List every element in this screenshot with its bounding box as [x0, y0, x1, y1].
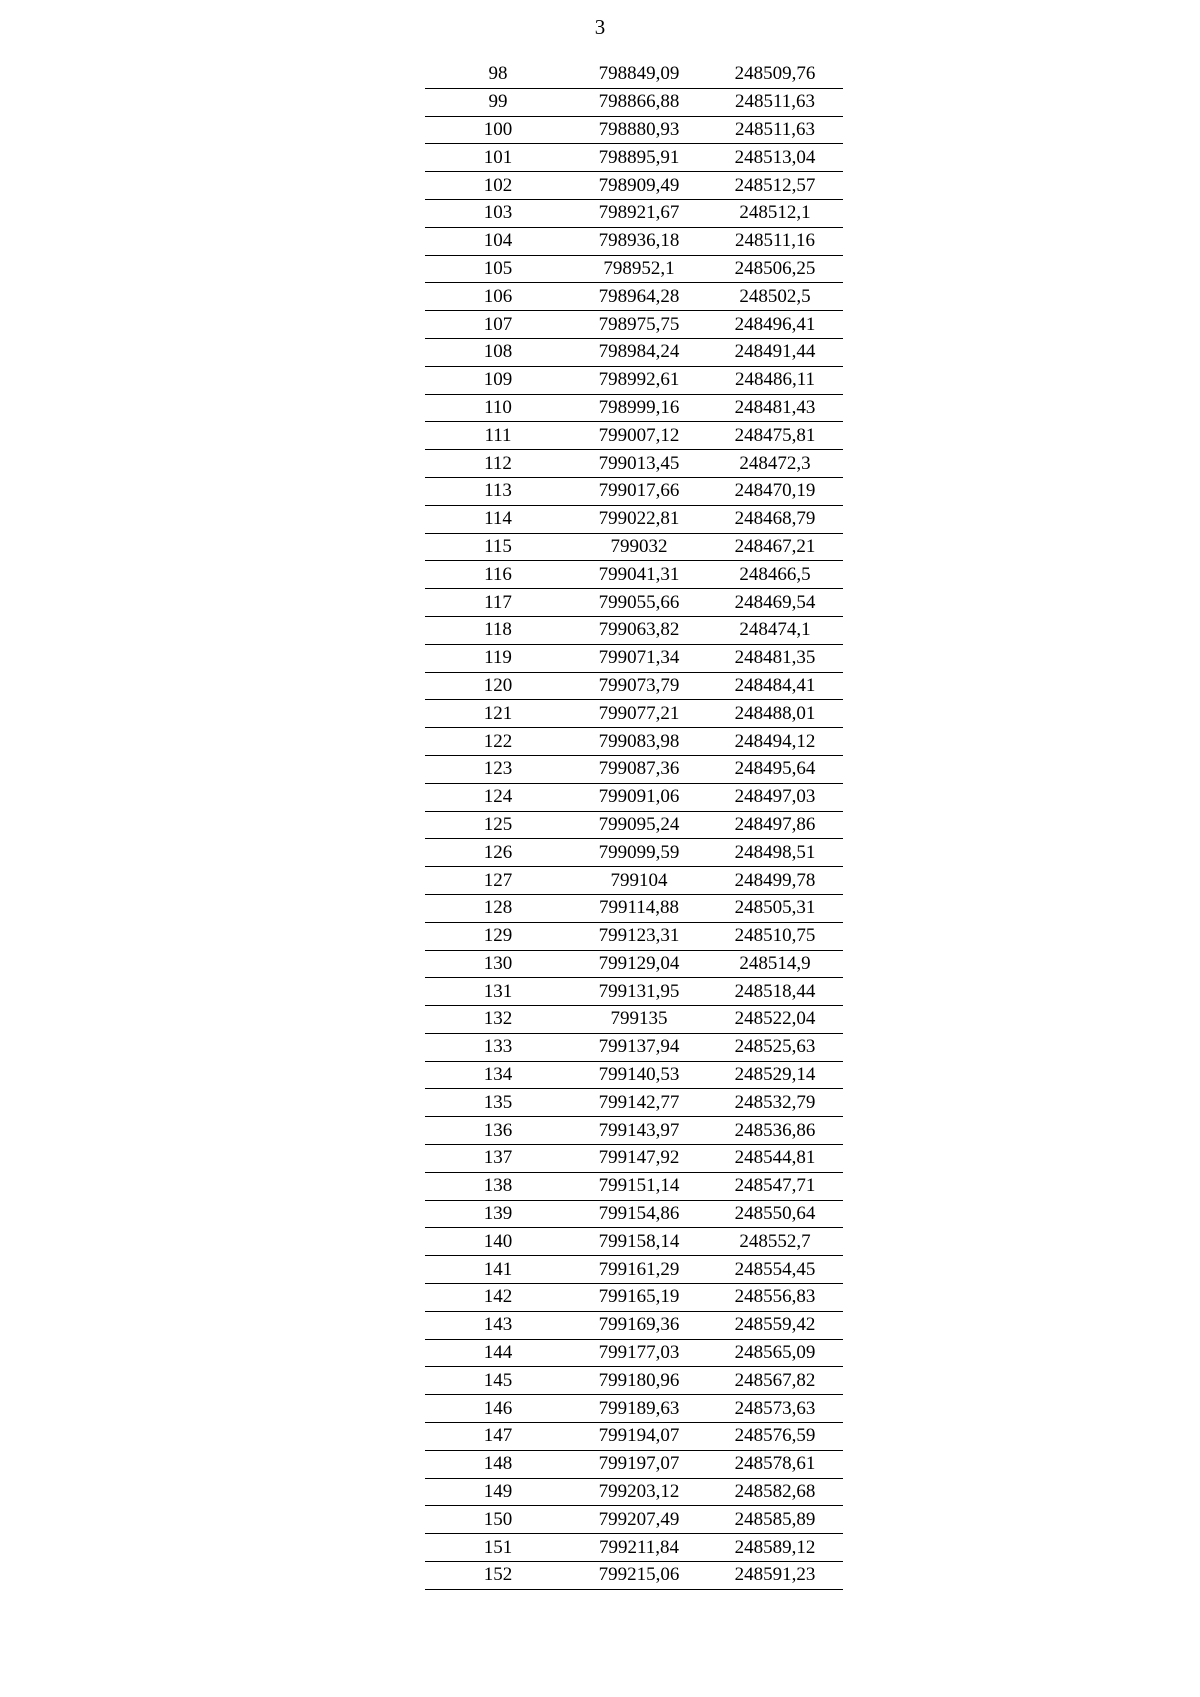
table-row	[425, 366, 843, 394]
table-row	[425, 1256, 843, 1284]
x-coordinate-cell: 799083,98	[571, 728, 707, 756]
point-number-cell: 104	[425, 227, 571, 255]
x-coordinate-cell: 798866,88	[571, 88, 707, 116]
y-coordinate-cell: 248567,82	[707, 1367, 843, 1395]
table-row	[425, 422, 843, 450]
x-coordinate-cell: 798895,91	[571, 144, 707, 172]
table-row	[425, 616, 843, 644]
table-row	[425, 589, 843, 617]
point-number-cell: 109	[425, 366, 571, 394]
y-coordinate-cell: 248475,81	[707, 422, 843, 450]
x-coordinate-cell: 799137,94	[571, 1033, 707, 1061]
y-coordinate-cell: 248499,78	[707, 867, 843, 895]
table-row	[425, 867, 843, 895]
y-coordinate-cell: 248506,25	[707, 255, 843, 283]
table-row	[425, 811, 843, 839]
x-coordinate-cell: 799147,92	[571, 1145, 707, 1173]
point-number-cell: 138	[425, 1172, 571, 1200]
table-row	[425, 644, 843, 672]
x-coordinate-cell: 799104	[571, 867, 707, 895]
point-number-cell: 118	[425, 616, 571, 644]
y-coordinate-cell: 248505,31	[707, 894, 843, 922]
y-coordinate-cell: 248481,43	[707, 394, 843, 422]
x-coordinate-cell: 799099,59	[571, 839, 707, 867]
point-number-cell: 112	[425, 450, 571, 478]
x-coordinate-cell: 799131,95	[571, 978, 707, 1006]
table-row	[425, 839, 843, 867]
x-coordinate-cell: 798921,67	[571, 199, 707, 227]
point-number-cell: 152	[425, 1562, 571, 1590]
point-number-cell: 131	[425, 978, 571, 1006]
point-number-cell: 127	[425, 867, 571, 895]
y-coordinate-cell: 248494,12	[707, 728, 843, 756]
coordinates-table	[425, 61, 843, 1590]
table-row	[425, 255, 843, 283]
y-coordinate-cell: 248591,23	[707, 1562, 843, 1590]
y-coordinate-cell: 248466,5	[707, 561, 843, 589]
point-number-cell: 121	[425, 700, 571, 728]
x-coordinate-cell: 799203,12	[571, 1478, 707, 1506]
y-coordinate-cell: 248576,59	[707, 1423, 843, 1451]
table-row	[425, 477, 843, 505]
table-row	[425, 783, 843, 811]
y-coordinate-cell: 248495,64	[707, 755, 843, 783]
point-number-cell: 139	[425, 1200, 571, 1228]
y-coordinate-cell: 248522,04	[707, 1006, 843, 1034]
table-row	[425, 950, 843, 978]
x-coordinate-cell: 799114,88	[571, 894, 707, 922]
y-coordinate-cell: 248513,04	[707, 144, 843, 172]
x-coordinate-cell: 798992,61	[571, 366, 707, 394]
y-coordinate-cell: 248589,12	[707, 1534, 843, 1562]
y-coordinate-cell: 248544,81	[707, 1145, 843, 1173]
table-row	[425, 116, 843, 144]
point-number-cell: 136	[425, 1117, 571, 1145]
y-coordinate-cell: 248512,1	[707, 199, 843, 227]
table-row	[425, 561, 843, 589]
point-number-cell: 114	[425, 505, 571, 533]
point-number-cell: 119	[425, 644, 571, 672]
table-row	[425, 700, 843, 728]
y-coordinate-cell: 248578,61	[707, 1450, 843, 1478]
point-number-cell: 133	[425, 1033, 571, 1061]
y-coordinate-cell: 248511,63	[707, 88, 843, 116]
table-row	[425, 227, 843, 255]
table-row	[425, 728, 843, 756]
x-coordinate-cell: 799151,14	[571, 1172, 707, 1200]
x-coordinate-cell: 799032	[571, 533, 707, 561]
y-coordinate-cell: 248491,44	[707, 338, 843, 366]
x-coordinate-cell: 798964,28	[571, 283, 707, 311]
x-coordinate-cell: 799158,14	[571, 1228, 707, 1256]
x-coordinate-cell: 799073,79	[571, 672, 707, 700]
point-number-cell: 149	[425, 1478, 571, 1506]
table-row	[425, 922, 843, 950]
x-coordinate-cell: 799063,82	[571, 616, 707, 644]
x-coordinate-cell: 798909,49	[571, 172, 707, 200]
x-coordinate-cell: 799087,36	[571, 755, 707, 783]
table-row	[425, 1061, 843, 1089]
table-row	[425, 450, 843, 478]
point-number-cell: 151	[425, 1534, 571, 1562]
table-row	[425, 978, 843, 1006]
x-coordinate-cell: 799091,06	[571, 783, 707, 811]
table-row	[425, 338, 843, 366]
x-coordinate-cell: 799129,04	[571, 950, 707, 978]
y-coordinate-cell: 248532,79	[707, 1089, 843, 1117]
y-coordinate-cell: 248468,79	[707, 505, 843, 533]
point-number-cell: 132	[425, 1006, 571, 1034]
x-coordinate-cell: 798975,75	[571, 311, 707, 339]
y-coordinate-cell: 248497,03	[707, 783, 843, 811]
point-number-cell: 128	[425, 894, 571, 922]
point-number-cell: 141	[425, 1256, 571, 1284]
table-row	[425, 88, 843, 116]
y-coordinate-cell: 248536,86	[707, 1117, 843, 1145]
y-coordinate-cell: 248512,57	[707, 172, 843, 200]
point-number-cell: 102	[425, 172, 571, 200]
table-row	[425, 533, 843, 561]
y-coordinate-cell: 248481,35	[707, 644, 843, 672]
y-coordinate-cell: 248582,68	[707, 1478, 843, 1506]
x-coordinate-cell: 799154,86	[571, 1200, 707, 1228]
x-coordinate-cell: 798984,24	[571, 338, 707, 366]
table-row	[425, 1006, 843, 1034]
point-number-cell: 117	[425, 589, 571, 617]
x-coordinate-cell: 798880,93	[571, 116, 707, 144]
point-number-cell: 142	[425, 1284, 571, 1312]
y-coordinate-cell: 248518,44	[707, 978, 843, 1006]
table-row	[425, 1228, 843, 1256]
table-row	[425, 1534, 843, 1562]
x-coordinate-cell: 799140,53	[571, 1061, 707, 1089]
y-coordinate-cell: 248509,76	[707, 61, 843, 88]
page-number: 3	[594, 15, 606, 39]
y-coordinate-cell: 248470,19	[707, 477, 843, 505]
y-coordinate-cell: 248547,71	[707, 1172, 843, 1200]
y-coordinate-cell: 248585,89	[707, 1506, 843, 1534]
point-number-cell: 101	[425, 144, 571, 172]
x-coordinate-cell: 799177,03	[571, 1339, 707, 1367]
x-coordinate-cell: 799007,12	[571, 422, 707, 450]
x-coordinate-cell: 799207,49	[571, 1506, 707, 1534]
x-coordinate-cell: 799123,31	[571, 922, 707, 950]
x-coordinate-cell: 799013,45	[571, 450, 707, 478]
table-row	[425, 61, 843, 88]
x-coordinate-cell: 798936,18	[571, 227, 707, 255]
point-number-cell: 107	[425, 311, 571, 339]
y-coordinate-cell: 248474,1	[707, 616, 843, 644]
table-row	[425, 1089, 843, 1117]
table-row	[425, 1367, 843, 1395]
y-coordinate-cell: 248511,63	[707, 116, 843, 144]
table-row	[425, 1478, 843, 1506]
point-number-cell: 111	[425, 422, 571, 450]
x-coordinate-cell: 799215,06	[571, 1562, 707, 1590]
point-number-cell: 143	[425, 1311, 571, 1339]
x-coordinate-cell: 799189,63	[571, 1395, 707, 1423]
x-coordinate-cell: 799194,07	[571, 1423, 707, 1451]
y-coordinate-cell: 248510,75	[707, 922, 843, 950]
table-row	[425, 1311, 843, 1339]
point-number-cell: 130	[425, 950, 571, 978]
table-row	[425, 505, 843, 533]
y-coordinate-cell: 248529,14	[707, 1061, 843, 1089]
x-coordinate-cell: 799180,96	[571, 1367, 707, 1395]
point-number-cell: 144	[425, 1339, 571, 1367]
y-coordinate-cell: 248469,54	[707, 589, 843, 617]
table-row	[425, 1450, 843, 1478]
point-number-cell: 115	[425, 533, 571, 561]
table-row	[425, 1423, 843, 1451]
table-row	[425, 1117, 843, 1145]
x-coordinate-cell: 799041,31	[571, 561, 707, 589]
y-coordinate-cell: 248559,42	[707, 1311, 843, 1339]
x-coordinate-cell: 799135	[571, 1006, 707, 1034]
point-number-cell: 147	[425, 1423, 571, 1451]
point-number-cell: 137	[425, 1145, 571, 1173]
x-coordinate-cell: 799071,34	[571, 644, 707, 672]
point-number-cell: 116	[425, 561, 571, 589]
point-number-cell: 122	[425, 728, 571, 756]
y-coordinate-cell: 248467,21	[707, 533, 843, 561]
y-coordinate-cell: 248511,16	[707, 227, 843, 255]
table-row	[425, 1200, 843, 1228]
x-coordinate-cell: 799142,77	[571, 1089, 707, 1117]
table-row	[425, 394, 843, 422]
x-coordinate-cell: 798999,16	[571, 394, 707, 422]
table-row	[425, 1033, 843, 1061]
table-row	[425, 311, 843, 339]
point-number-cell: 106	[425, 283, 571, 311]
point-number-cell: 135	[425, 1089, 571, 1117]
point-number-cell: 140	[425, 1228, 571, 1256]
x-coordinate-cell: 799077,21	[571, 700, 707, 728]
y-coordinate-cell: 248497,86	[707, 811, 843, 839]
point-number-cell: 124	[425, 783, 571, 811]
point-number-cell: 108	[425, 338, 571, 366]
x-coordinate-cell: 798849,09	[571, 61, 707, 88]
y-coordinate-cell: 248525,63	[707, 1033, 843, 1061]
point-number-cell: 129	[425, 922, 571, 950]
point-number-cell: 120	[425, 672, 571, 700]
y-coordinate-cell: 248552,7	[707, 1228, 843, 1256]
table-row	[425, 199, 843, 227]
x-coordinate-cell: 799165,19	[571, 1284, 707, 1312]
point-number-cell: 99	[425, 88, 571, 116]
point-number-cell: 105	[425, 255, 571, 283]
table-row	[425, 1145, 843, 1173]
y-coordinate-cell: 248498,51	[707, 839, 843, 867]
point-number-cell: 113	[425, 477, 571, 505]
table-row	[425, 1562, 843, 1590]
coordinates-table-body	[425, 61, 843, 1589]
x-coordinate-cell: 799169,36	[571, 1311, 707, 1339]
x-coordinate-cell: 799197,07	[571, 1450, 707, 1478]
y-coordinate-cell: 248565,09	[707, 1339, 843, 1367]
y-coordinate-cell: 248496,41	[707, 311, 843, 339]
point-number-cell: 98	[425, 61, 571, 88]
y-coordinate-cell: 248472,3	[707, 450, 843, 478]
point-number-cell: 125	[425, 811, 571, 839]
table-row	[425, 1284, 843, 1312]
y-coordinate-cell: 248484,41	[707, 672, 843, 700]
x-coordinate-cell: 799143,97	[571, 1117, 707, 1145]
table-row	[425, 283, 843, 311]
point-number-cell: 100	[425, 116, 571, 144]
x-coordinate-cell: 799055,66	[571, 589, 707, 617]
point-number-cell: 123	[425, 755, 571, 783]
y-coordinate-cell: 248554,45	[707, 1256, 843, 1284]
table-row	[425, 672, 843, 700]
x-coordinate-cell: 799095,24	[571, 811, 707, 839]
point-number-cell: 148	[425, 1450, 571, 1478]
x-coordinate-cell: 799161,29	[571, 1256, 707, 1284]
x-coordinate-cell: 799211,84	[571, 1534, 707, 1562]
table-row	[425, 1395, 843, 1423]
point-number-cell: 146	[425, 1395, 571, 1423]
y-coordinate-cell: 248488,01	[707, 700, 843, 728]
point-number-cell: 110	[425, 394, 571, 422]
x-coordinate-cell: 799017,66	[571, 477, 707, 505]
x-coordinate-cell: 799022,81	[571, 505, 707, 533]
point-number-cell: 134	[425, 1061, 571, 1089]
y-coordinate-cell: 248502,5	[707, 283, 843, 311]
point-number-cell: 103	[425, 199, 571, 227]
table-row	[425, 1172, 843, 1200]
point-number-cell: 145	[425, 1367, 571, 1395]
table-row	[425, 1506, 843, 1534]
y-coordinate-cell: 248550,64	[707, 1200, 843, 1228]
y-coordinate-cell: 248573,63	[707, 1395, 843, 1423]
y-coordinate-cell: 248486,11	[707, 366, 843, 394]
table-row	[425, 755, 843, 783]
y-coordinate-cell: 248514,9	[707, 950, 843, 978]
table-row	[425, 894, 843, 922]
table-row	[425, 1339, 843, 1367]
y-coordinate-cell: 248556,83	[707, 1284, 843, 1312]
table-row	[425, 172, 843, 200]
table-row	[425, 144, 843, 172]
x-coordinate-cell: 798952,1	[571, 255, 707, 283]
point-number-cell: 150	[425, 1506, 571, 1534]
point-number-cell: 126	[425, 839, 571, 867]
